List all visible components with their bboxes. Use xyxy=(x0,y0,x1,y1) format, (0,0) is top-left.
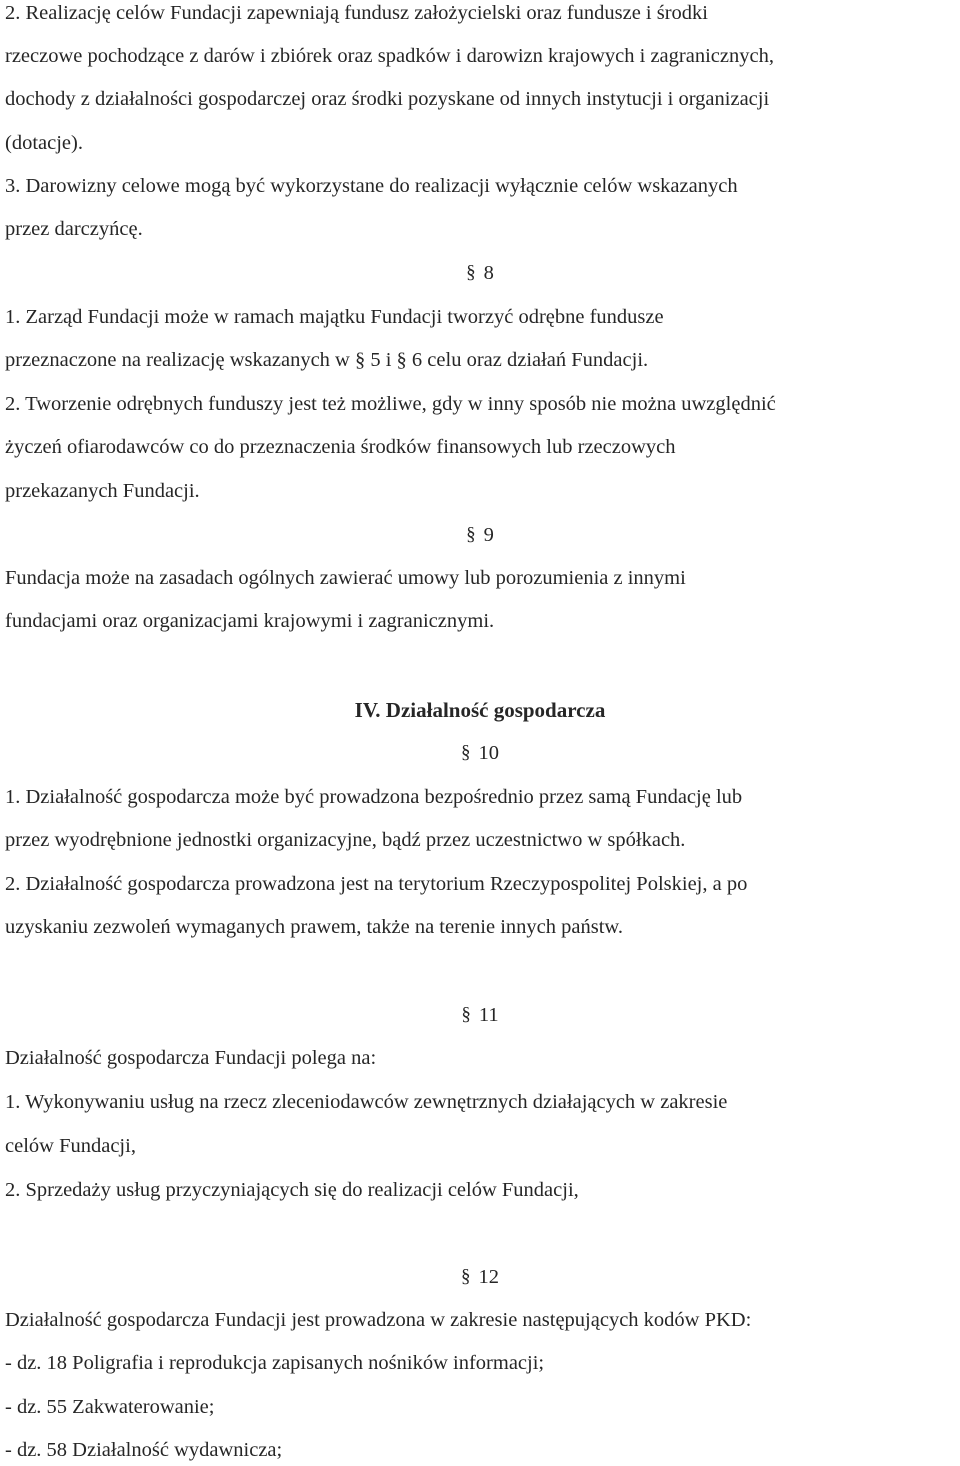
paragraph-line: celów Fundacji, xyxy=(5,1135,136,1157)
paragraph-line: 1. Zarząd Fundacji może w ramach majątku Fundacji tworzyć odrębne fundusze xyxy=(5,306,664,328)
section-symbol: § xyxy=(466,524,476,545)
paragraph-line: Działalność gospodarcza Fundacji polega na: xyxy=(5,1047,377,1069)
section-heading-9 xyxy=(0,523,960,548)
paragraph-line: przez darczyńcę. xyxy=(5,218,143,240)
paragraph-line: 1. Działalność gospodarcza może być prowadzona bezpośrednio przez samą Fundację lub xyxy=(5,786,743,808)
paragraph-line: 2. Sprzedaży usług przyczyniających się do realizacji celów Fundacji, xyxy=(5,1179,579,1201)
paragraph-line: Działalność gospodarcza Fundacji jest prowadzona w zakresie następujących kodów PKD: xyxy=(5,1309,752,1331)
paragraph-line: 3. Darowizny celowe mogą być wykorzystane do realizacji wyłącznie celów wskazanych xyxy=(5,175,738,197)
section-number: 8 xyxy=(483,262,494,284)
list-item: - dz. 58 Działalność wydawnicza; xyxy=(5,1439,283,1461)
paragraph-line: rzeczowe pochodzące z darów i zbiórek oraz spadków i darowizn krajowych i zagranicznych, xyxy=(5,45,774,67)
section-symbol: § xyxy=(461,1004,471,1025)
paragraph-line: fundacjami oraz organizacjami krajowymi i zagranicznymi. xyxy=(5,610,495,632)
section-heading-8 xyxy=(0,261,960,286)
paragraph-line: życzeń ofiarodawców co do przeznaczenia środków finansowych lub rzeczowych xyxy=(5,436,676,458)
section-number: 9 xyxy=(483,524,494,546)
section-symbol: § xyxy=(461,1266,471,1287)
paragraph-line: przeznaczone na realizację wskazanych w § 5 i § 6 celu oraz działań Fundacji. xyxy=(5,349,649,371)
section-symbol: § xyxy=(466,262,476,283)
section-heading-10 xyxy=(0,741,960,766)
paragraph-line: 1. Wykonywaniu usług na rzecz zleceniodawców zewnętrznych działających w zakresie xyxy=(5,1091,728,1113)
paragraph-line: uzyskaniu zezwoleń wymaganych prawem, także na terenie innych państw. xyxy=(5,916,623,938)
section-number: 11 xyxy=(478,1004,499,1026)
paragraph-line: (dotacje). xyxy=(5,132,83,154)
paragraph-line: przez wyodrębnione jednostki organizacyjne, bądź przez uczestnictwo w spółkach. xyxy=(5,829,686,851)
section-heading-11 xyxy=(0,1003,960,1028)
section-number: 12 xyxy=(478,1266,499,1288)
paragraph-line: 2. Tworzenie odrębnych funduszy jest też możliwe, gdy w inny sposób nie można uwzględnić xyxy=(5,393,776,415)
list-item: - dz. 55 Zakwaterowanie; xyxy=(5,1396,215,1418)
paragraph-line: przekazanych Fundacji. xyxy=(5,480,200,502)
chapter-heading: IV. Działalność gospodarcza xyxy=(354,698,606,722)
paragraph-line: Fundacja może na zasadach ogólnych zawierać umowy lub porozumienia z innymi xyxy=(5,567,686,589)
paragraph-line: 2. Działalność gospodarcza prowadzona jest na terytorium Rzeczypospolitej Polskiej, a po xyxy=(5,873,748,895)
section-number: 10 xyxy=(478,742,499,764)
paragraph-line: 2. Realizację celów Fundacji zapewniają fundusz założycielski oraz fundusze i środki xyxy=(5,2,708,24)
section-symbol: § xyxy=(461,742,471,763)
section-heading-12 xyxy=(0,1265,960,1290)
paragraph-line: dochody z działalności gospodarczej oraz środki pozyskane od innych instytucji i organizacji xyxy=(5,88,770,110)
list-item: - dz. 18 Poligrafia i reprodukcja zapisanych nośników informacji; xyxy=(5,1352,545,1374)
